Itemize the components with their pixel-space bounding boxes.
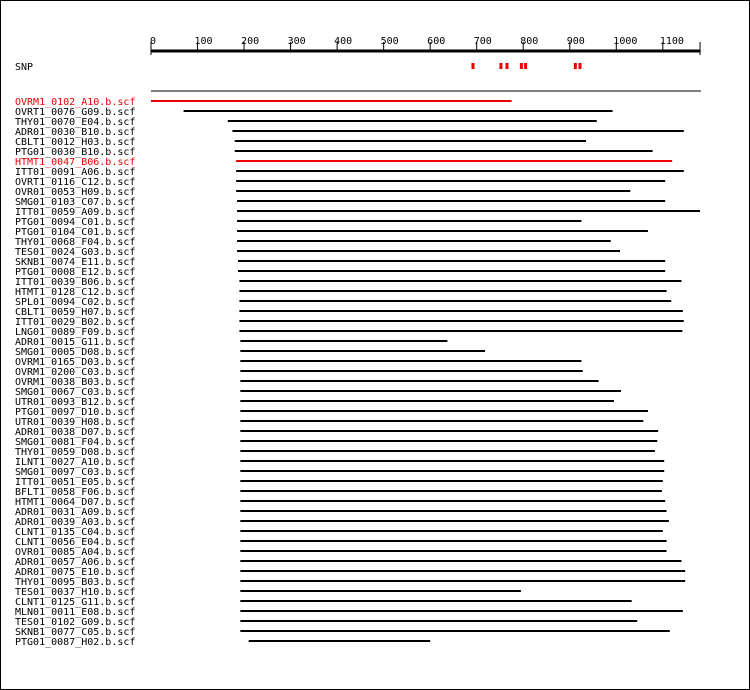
read-name[interactable]: CLNT1_0135_C04.b.scf (15, 527, 136, 538)
read-name[interactable]: ITT01_0091_A06.b.scf (15, 167, 136, 178)
snp-marker[interactable] (574, 63, 577, 69)
read-name[interactable]: ITT01_0059_A09.b.scf (15, 207, 136, 218)
snp-marker[interactable] (579, 63, 582, 69)
read-name[interactable]: OVRT1_0076_G09.b.scf (15, 107, 136, 118)
read-name[interactable]: UTR01_0039_H08.b.scf (15, 417, 136, 428)
read-name[interactable]: OVRM1_0102_A10.b.scf (15, 97, 136, 108)
read-name[interactable]: CLNT1_0056_E04.b.scf (15, 537, 136, 548)
axis-tick-label: 0 (150, 36, 157, 47)
read-name[interactable]: TES01_0024_G03.b.scf (15, 247, 136, 258)
snp-marker[interactable] (505, 63, 508, 69)
read-name[interactable]: PTG01_0030_B10.b.scf (15, 147, 136, 158)
snp-marker[interactable] (524, 63, 527, 69)
read-name[interactable]: ADR01_0057_A06.b.scf (15, 557, 136, 568)
read-name[interactable]: OVRM1_0038_B03.b.scf (15, 377, 136, 388)
read-name[interactable]: THY01_0070_E04.b.scf (15, 117, 136, 128)
axis-tick-label: 800 (520, 36, 539, 47)
read-name[interactable]: THY01_0095_B03.b.scf (15, 577, 136, 588)
snp-marker[interactable] (520, 63, 523, 69)
axis-tick-label: 700 (473, 36, 492, 47)
read-name[interactable]: OVR01_0053_H09.b.scf (15, 187, 136, 198)
read-name[interactable]: OVRT1_0116_C12.b.scf (15, 177, 136, 188)
read-name[interactable]: ADR01_0039_A03.b.scf (15, 517, 136, 528)
axis-tick-label: 100 (194, 36, 213, 47)
axis-tick-label: 1100 (659, 36, 684, 47)
read-name[interactable]: SMG01_0097_C03.b.scf (15, 467, 136, 478)
read-name[interactable]: BFLT1_0058_F06.b.scf (15, 487, 136, 498)
read-name[interactable]: HTMT1_0128_C12.b.scf (15, 287, 136, 298)
read-name[interactable]: THY01_0068_F04.b.scf (15, 237, 136, 248)
read-name[interactable]: PTG01_0087_H02.b.scf (15, 637, 136, 648)
read-name[interactable]: PTG01_0008_E12.b.scf (15, 267, 136, 278)
read-name[interactable]: SMG01_0103_C07.b.scf (15, 197, 136, 208)
read-name[interactable]: ADR01_0030_B10.b.scf (15, 127, 136, 138)
axis-tick-label: 500 (380, 36, 399, 47)
position-axis (150, 36, 700, 55)
read-name[interactable]: TES01_0037_H10.b.scf (15, 587, 136, 598)
read-name[interactable]: OVR01_0085_A04.b.scf (15, 547, 136, 558)
read-name[interactable]: ITT01_0051_E05.b.scf (15, 477, 136, 488)
read-name[interactable]: HTMT1_0047_B06.b.scf (15, 157, 136, 168)
snp-marker[interactable] (471, 63, 474, 69)
read-name[interactable]: LNG01_0089_F09.b.scf (15, 327, 136, 338)
read-name[interactable]: OVRM1_0165_D03.b.scf (15, 357, 136, 368)
read-name[interactable]: SMG01_0081_F04.b.scf (15, 437, 136, 448)
axis-tick-label: 400 (334, 36, 353, 47)
read-name[interactable]: PTG01_0097_D10.b.scf (15, 407, 136, 418)
snp-marker[interactable] (499, 63, 502, 69)
read-name[interactable]: ADR01_0015_G11.b.scf (15, 337, 136, 348)
read-name[interactable]: PTG01_0104_C01.b.scf (15, 227, 136, 238)
axis-tick-label: 200 (241, 36, 260, 47)
axis-tick-label: 1000 (613, 36, 638, 47)
axis-tick-label: 600 (427, 36, 446, 47)
read-name[interactable]: THY01_0059_D08.b.scf (15, 447, 136, 458)
read-name[interactable]: ITT01_0029_B02.b.scf (15, 317, 136, 328)
read-name[interactable]: SPL01_0094_C02.b.scf (15, 297, 136, 308)
read-name[interactable]: CBLT1_0059_H07.b.scf (15, 307, 136, 318)
read-name[interactable]: SKNB1_0077_C05.b.scf (15, 627, 136, 638)
read-name[interactable]: ADR01_0031_A09.b.scf (15, 507, 136, 518)
read-name[interactable]: OVRM1_0200_C03.b.scf (15, 367, 136, 378)
read-name[interactable]: CBLT1_0012_H03.b.scf (15, 137, 136, 148)
read-name[interactable]: TES01_0102_G09.b.scf (15, 617, 136, 628)
read-name[interactable]: ILNT1_0027_A10.b.scf (15, 457, 136, 468)
read-name[interactable]: MLN01_0011_E08.b.scf (15, 607, 136, 618)
axis-tick-label: 300 (287, 36, 306, 47)
read-name[interactable]: CLNT1_0125_G11.b.scf (15, 597, 136, 608)
read-name[interactable]: UTR01_0093_B12.b.scf (15, 397, 136, 408)
snp-track-label: SNP (15, 62, 34, 73)
axis-tick-label: 900 (566, 36, 585, 47)
read-name[interactable]: ITT01_0039_B06.b.scf (15, 277, 136, 288)
read-name[interactable]: ADR01_0038_D07.b.scf (15, 427, 136, 438)
read-name[interactable]: SMG01_0005_D08.b.scf (15, 347, 136, 358)
read-name[interactable]: HTMT1_0064_D07.b.scf (15, 497, 136, 508)
read-name[interactable]: SKNB1_0074_E11.b.scf (15, 257, 136, 268)
read-name[interactable]: ADR01_0075_E10.b.scf (15, 567, 136, 578)
read-list (15, 97, 700, 648)
snp-track (471, 63, 581, 69)
read-name[interactable]: SMG01_0067_C03.b.scf (15, 387, 136, 398)
read-row[interactable] (15, 637, 430, 648)
alignment-viewer (1, 1, 749, 689)
read-name[interactable]: PTG01_0094_C01.b.scf (15, 217, 136, 228)
